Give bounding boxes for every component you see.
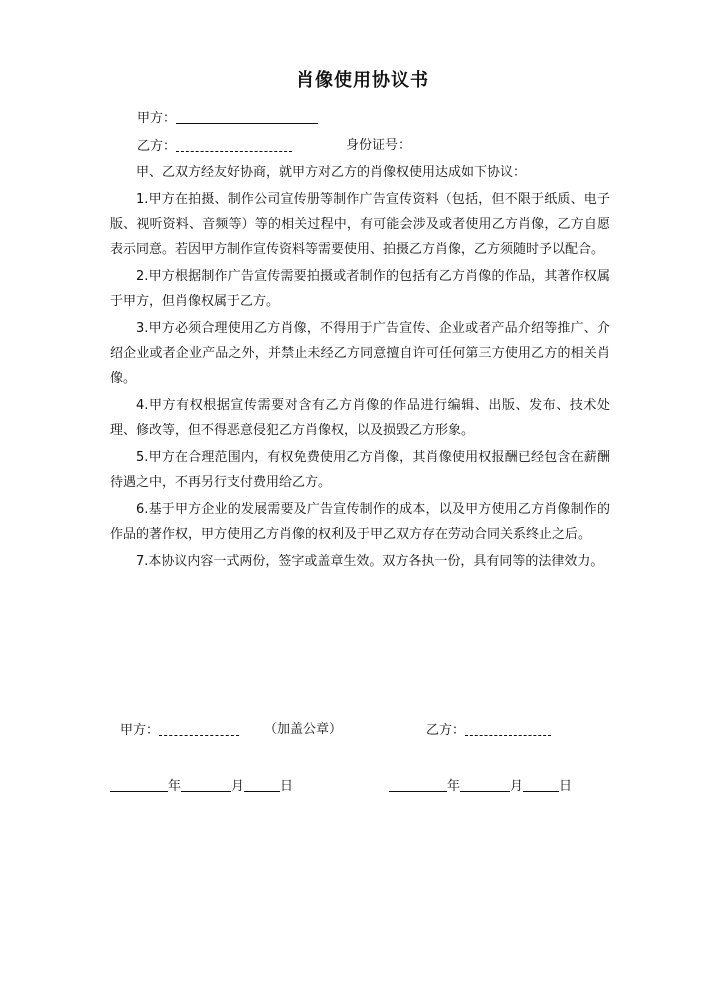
party-b-line [137, 138, 292, 155]
clause-1: 1.甲方在拍摄、制作公司宣传册等制作广告宣传资料（包括，但不限于纸质、电子版、视听资料、音频等）等的相关过程中，有可能会涉及或者使用乙方肖像，乙方自愿表示同意。若因甲方制作宣传资料等需要使用、拍摄乙方肖像，乙方须随时予以配合。 [110, 192, 610, 257]
date-left-month-blank[interactable] [181, 778, 231, 792]
clause-7: 7.本协议内容一式两份，签字或盖章生效。双方各执一份，具有同等的法律效力。 [136, 554, 604, 569]
sign-party-b-blank[interactable] [465, 722, 551, 736]
id-number-line [346, 138, 411, 154]
sign-party-b-label: 乙方： [426, 723, 466, 738]
clause-6: 6.基于甲方企业的发展需要及广告宣传制作的成本，以及甲方使用乙方肖像制作的作品的著作权，甲方使用乙方肖像的权利及于甲乙双方存在劳动合同关系终止之后。 [110, 502, 610, 542]
date-left-day-label: 日 [280, 779, 294, 794]
id-number-label: 身份证号： [346, 138, 412, 153]
clause-5: 5.甲方在合理范围内，有权免费使用乙方肖像，其肖像使用权报酬已经包含在薪酬待遇之中，不再另行支付费用给乙方。 [110, 450, 610, 490]
party-a-label: 甲方： [137, 111, 177, 126]
date-left-month-label: 月 [231, 779, 245, 794]
date-left-year-label: 年 [168, 779, 182, 794]
date-right-day-label: 日 [559, 779, 573, 794]
date-left-year-blank[interactable] [110, 778, 168, 792]
date-right-year-label: 年 [447, 779, 461, 794]
sign-party-b-line [426, 722, 551, 739]
sign-party-a-line [120, 722, 239, 739]
date-left [110, 778, 293, 795]
party-b-label: 乙方： [137, 139, 177, 154]
sign-party-a-label: 甲方： [120, 723, 160, 738]
sign-party-a-blank[interactable] [159, 722, 239, 736]
party-a-line [137, 110, 318, 127]
agreement-body [110, 160, 610, 574]
clause-3: 3.甲方必须合理使用乙方肖像，不得用于广告宣传、企业或者产品介绍等推广、介绍企业或者企业产品之外，并禁止未经乙方同意擅自许可任何第三方使用乙方的相关肖像。 [110, 321, 610, 386]
date-right [389, 778, 572, 795]
party-a-blank[interactable] [176, 110, 318, 124]
party-b-blank[interactable] [176, 138, 292, 152]
date-right-month-label: 月 [510, 779, 524, 794]
clause-2: 2.甲方根据制作广告宣传需要拍摄或者制作的包括有乙方肖像的作品，其著作权属于甲方，但肖像权属于乙方。 [110, 269, 610, 309]
seal-note: （加盖公章） [264, 722, 343, 737]
document-title: 肖像使用协议书 [296, 70, 429, 91]
date-right-year-blank[interactable] [389, 778, 447, 792]
date-right-day-blank[interactable] [523, 778, 559, 792]
intro-paragraph: 甲、乙双方经友好协商，就甲方对乙方的肖像权使用达成如下协议： [136, 165, 527, 180]
clause-4: 4.甲方有权根据宣传需要对含有乙方肖像的作品进行编辑、出版、发布、技术处理、修改等，但不得恶意侵犯乙方肖像权，以及损毁乙方形象。 [110, 398, 610, 438]
date-left-day-blank[interactable] [244, 778, 280, 792]
date-right-month-blank[interactable] [460, 778, 510, 792]
